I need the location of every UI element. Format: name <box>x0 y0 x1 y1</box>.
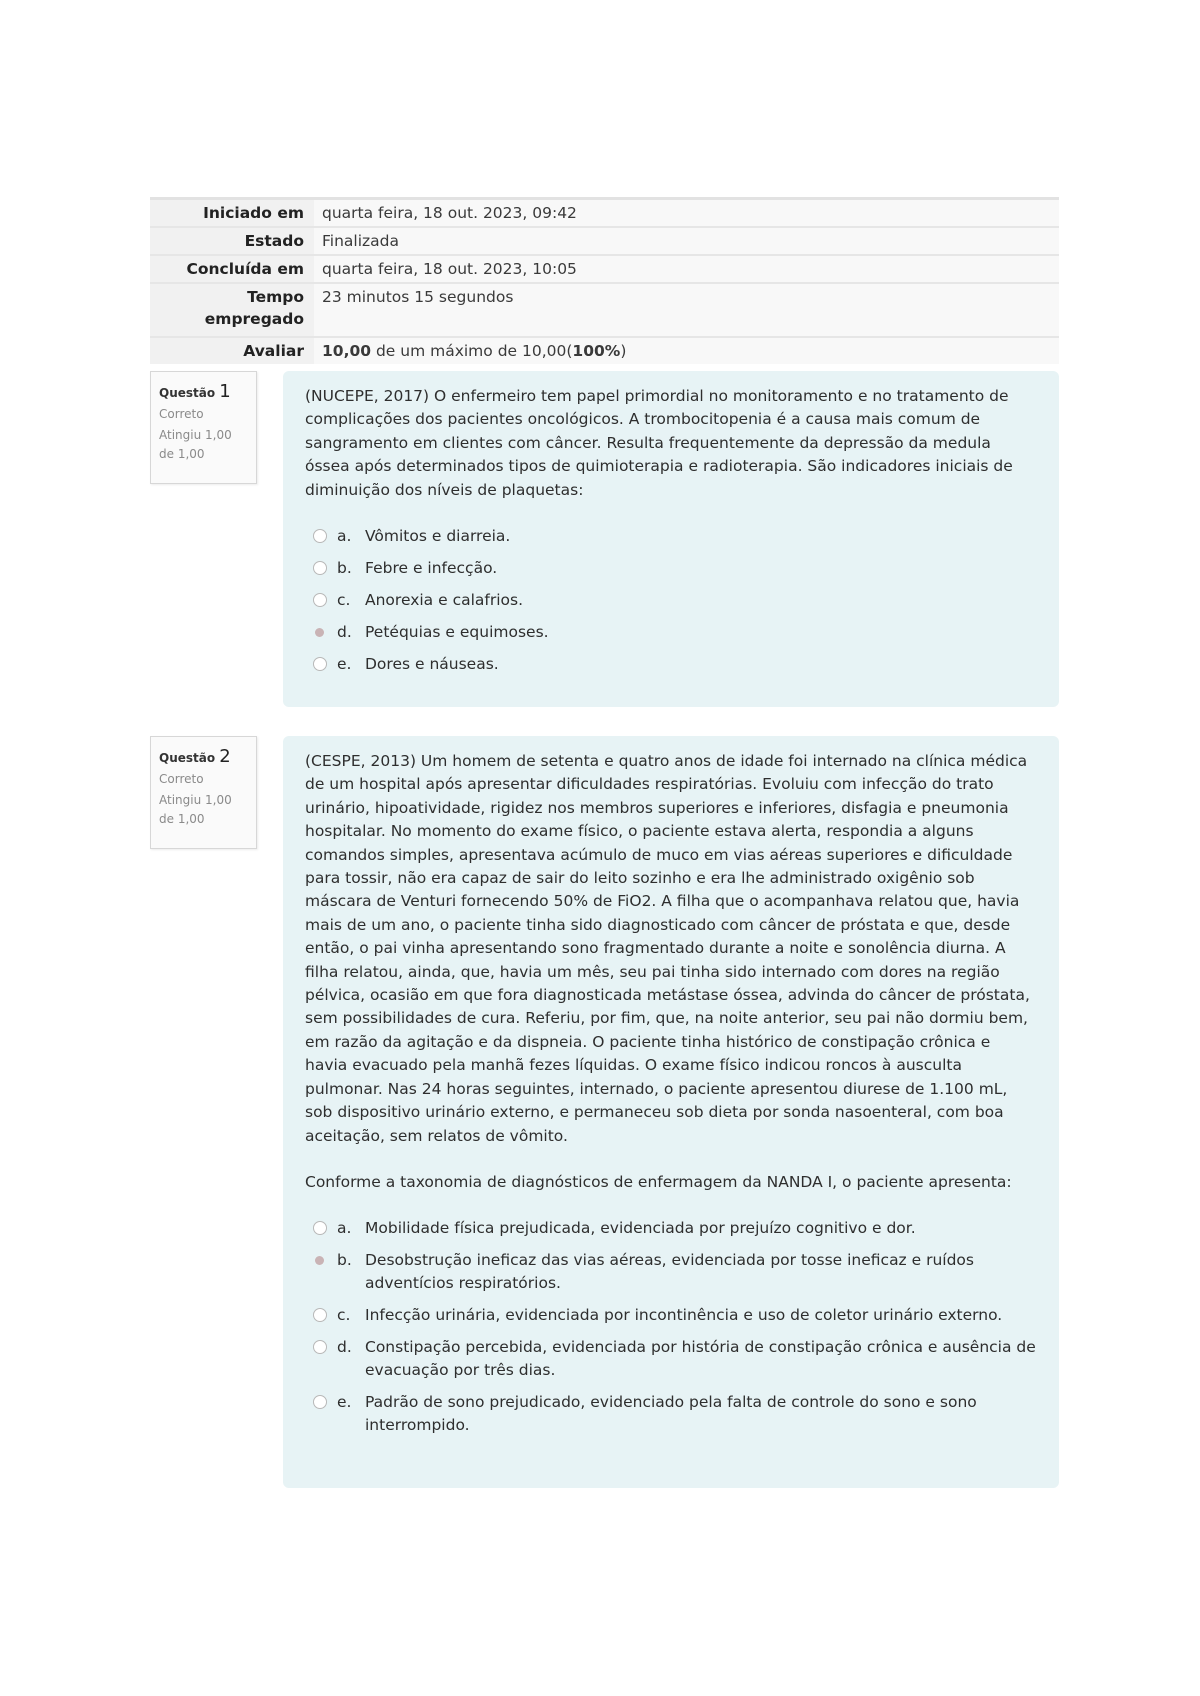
summary-row-started <box>150 199 1059 228</box>
option-letter: a. <box>337 527 352 546</box>
summary-label: Concluída em <box>150 255 314 283</box>
option-letter: c. <box>337 1306 351 1325</box>
summary-row-state <box>150 227 1059 255</box>
option-letter: d. <box>337 1338 352 1357</box>
question-status: Correto <box>159 772 204 786</box>
summary-label: Avaliar <box>150 337 314 364</box>
option-letter: e. <box>337 1393 352 1412</box>
summary-value: 23 minutos 15 segundos <box>314 283 1059 337</box>
answer-option-selected[interactable] <box>305 1249 1037 1295</box>
option-text: Anorexia e calafrios. <box>365 591 524 610</box>
radio-icon[interactable] <box>313 657 327 671</box>
summary-value: quarta feira, 18 out. 2023, 10:05 <box>314 255 1059 283</box>
question-prompt: Conforme a taxonomia de diagnósticos de enfermagem da NANDA I, o paciente apresenta: <box>305 1172 1012 1191</box>
question-number <box>159 747 248 768</box>
radio-icon[interactable] <box>313 1221 327 1235</box>
question-number <box>159 382 248 403</box>
answer-option[interactable] <box>305 1391 1037 1437</box>
option-letter: c. <box>337 591 351 610</box>
summary-row-grade <box>150 337 1059 364</box>
grade-percent: 100% <box>572 342 621 360</box>
option-letter: a. <box>337 1219 352 1238</box>
option-text: Desobstrução ineficaz das vias aéreas, evidenciada por tosse ineficaz e ruídos adventícios respiratórios. <box>365 1251 974 1293</box>
question-label: Questão <box>159 751 216 765</box>
question-info-1 <box>150 371 257 484</box>
grade-close: ) <box>620 342 627 360</box>
answer-option[interactable] <box>305 653 1037 676</box>
grade-text: de um máximo de 10,00( <box>371 342 573 360</box>
summary-row-time <box>150 283 1059 337</box>
summary-value: quarta feira, 18 out. 2023, 09:42 <box>314 199 1059 228</box>
attempt-summary-table <box>150 197 1059 364</box>
summary-label: Iniciado em <box>150 199 314 228</box>
answer-option-selected[interactable] <box>305 621 1037 644</box>
radio-icon[interactable] <box>313 593 327 607</box>
radio-icon[interactable] <box>313 1340 327 1354</box>
summary-label: Tempo empregado <box>150 283 314 337</box>
option-text: Infecção urinária, evidenciada por incontinência e uso de coletor urinário externo. <box>365 1306 1003 1325</box>
question-text: (NUCEPE, 2017) O enfermeiro tem papel primordial no monitoramento e no tratamento de complicações dos pacientes oncológicos. A trombocitopenia é a causa mais comum de sangramento em clientes com câncer. Resulta frequentemente da depressão da medula óssea após determinados tipos de quimioterapia e radioterapia. São indicadores iniciais de diminuição dos níveis de plaquetas: <box>305 387 1013 499</box>
option-text: Constipação percebida, evidenciada por história de constipação crônica e ausência de evacuação por três dias. <box>365 1338 1036 1380</box>
question-num: 1 <box>219 381 231 402</box>
option-text: Febre e infecção. <box>365 559 498 578</box>
question-text: (CESPE, 2013) Um homem de setenta e quatro anos de idade foi internado na clínica médica de um hospital após apresentar dificuldades respiratórias. Evoluiu com infecção do trato urinário, hipoatividade, rigidez nos membros superiores e inferiores, disfagia e pneumonia hospitalar. No momento do exame físico, o paciente estava alerta, respondia a alguns comandos simples, apresentava acúmulo de muco em vias aéreas superiores e dificuldade para tossir, não era capaz de sair do leito sozinho e era lhe administrado oxigênio sob máscara de Venturi fornecendo 50% de FiO2. A filha que o acompanhava relatou que, havia mais de um ano, o paciente tinha sido diagnosticado com câncer de próstata e que, desde então, o pai vinha apresentando sono fragmentado durante a noite e sonolência diurna. A filha relatou, ainda, que, havia um mês, seu pai tinha sido internado com dores na região pélvica, ocasião em que fora diagnosticada metástase óssea, advinda do câncer de próstata, sem possibilidades de cura. Referiu, por fim, que, na noite anterior, seu pai não dormiu bem, em razão da agitação e da dispneia. O paciente tinha histórico de constipação crônica e havia evacuado pela manhã fezes líquidas. O exame físico indicou roncos à ausculta pulmonar. Nas 24 horas seguintes, internado, o paciente apresentou diurese de 1.100 mL, sob dispositivo urinário externo, e permaneceu sob dieta por sonda nasoenteral, com boa aceitação, sem relatos de vômito. <box>305 752 1030 1145</box>
answer-option[interactable] <box>305 1304 1037 1327</box>
radio-icon[interactable] <box>313 1308 327 1322</box>
question-status: Correto <box>159 407 204 421</box>
option-letter: d. <box>337 623 352 642</box>
radio-selected-icon[interactable] <box>315 628 324 637</box>
answer-option[interactable] <box>305 1336 1037 1382</box>
option-letter: e. <box>337 655 352 674</box>
option-letter: b. <box>337 559 352 578</box>
answer-option[interactable] <box>305 557 1037 580</box>
summary-row-completed <box>150 255 1059 283</box>
grade-score: 10,00 <box>322 342 372 360</box>
question-grade: Atingiu 1,00 de 1,00 <box>159 428 232 461</box>
question-content-2 <box>283 736 1059 1488</box>
option-text: Vômitos e diarreia. <box>365 527 511 546</box>
answer-option[interactable] <box>305 525 1037 548</box>
radio-icon[interactable] <box>313 1395 327 1409</box>
option-text: Mobilidade física prejudicada, evidenciada por prejuízo cognitivo e dor. <box>365 1219 916 1238</box>
summary-label: Estado <box>150 227 314 255</box>
question-label: Questão <box>159 386 216 400</box>
option-text: Dores e náuseas. <box>365 655 499 674</box>
summary-value <box>314 337 1059 364</box>
question-grade: Atingiu 1,00 de 1,00 <box>159 793 232 826</box>
answer-option[interactable] <box>305 589 1037 612</box>
option-text: Padrão de sono prejudicado, evidenciado pela falta de controle do sono e sono interrompido. <box>365 1393 977 1435</box>
radio-icon[interactable] <box>313 529 327 543</box>
question-content-1 <box>283 371 1059 707</box>
question-num: 2 <box>219 746 231 767</box>
summary-value: Finalizada <box>314 227 1059 255</box>
option-text: Petéquias e equimoses. <box>365 623 549 642</box>
option-letter: b. <box>337 1251 352 1270</box>
answer-option[interactable] <box>305 1217 1037 1240</box>
question-info-2 <box>150 736 257 849</box>
radio-selected-icon[interactable] <box>315 1256 324 1265</box>
radio-icon[interactable] <box>313 561 327 575</box>
